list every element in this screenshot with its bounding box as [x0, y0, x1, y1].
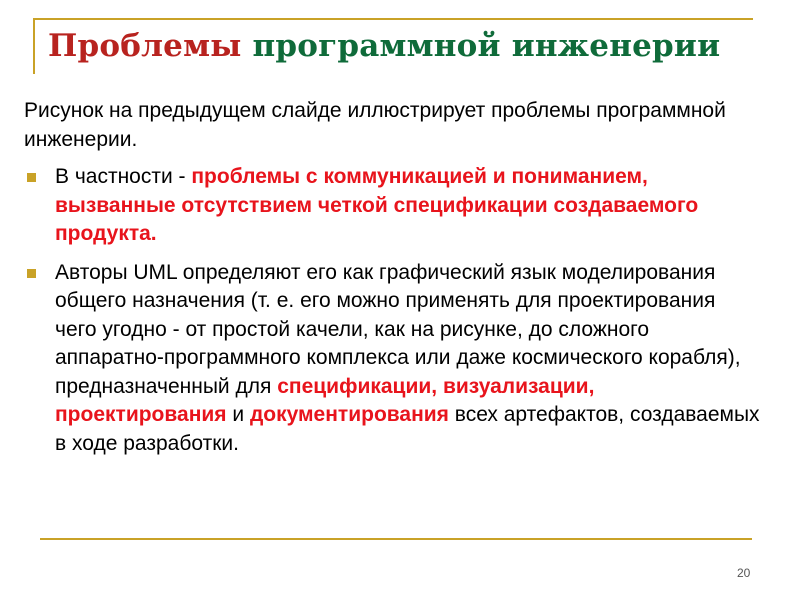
intro-paragraph: Рисунок на предыдущем слайде иллюстрирует проблемы программной инженерии.	[24, 99, 726, 151]
separator-and: и	[226, 403, 250, 426]
square-bullet-icon	[27, 173, 36, 182]
highlight-documentation: документирования	[249, 403, 449, 426]
bullet-item-communication	[24, 163, 760, 249]
page-number: 20	[737, 566, 751, 580]
title-word-problems: Проблемы	[48, 28, 242, 64]
bullet-item-uml	[24, 259, 760, 459]
separator-comma-1: ,	[431, 374, 443, 398]
bullet1-highlight: проблемы с коммуникацией и пониманием, вызванные отсутствием четкой спецификации создаваемого продукта.	[55, 165, 699, 245]
slide-body	[24, 97, 760, 468]
square-bullet-icon	[27, 269, 36, 278]
highlight-visualization: визуализации	[442, 374, 589, 398]
left-rule	[33, 18, 35, 74]
slide-title	[48, 28, 720, 65]
title-software-engineering: программной инженерии	[252, 28, 721, 64]
bullet2-ending: всех артефактов, создаваемых в ходе разработки.	[55, 403, 760, 455]
separator-comma-2: ,	[588, 374, 595, 398]
highlight-design: проектирования	[55, 403, 227, 426]
bottom-rule	[40, 538, 752, 540]
top-rule	[33, 18, 753, 20]
bullet1-prefix: В частности -	[55, 165, 192, 188]
bullet2-text: Авторы UML определяют его как графический язык моделирования общего назначения (т. е. его можно применять для проектирования чего угодно - от простой качели, как на рисунке, до сложного аппаратно-программного комплекса или даже космического корабля), предназначенный для	[55, 260, 741, 398]
highlight-specification: спецификации	[277, 374, 432, 398]
